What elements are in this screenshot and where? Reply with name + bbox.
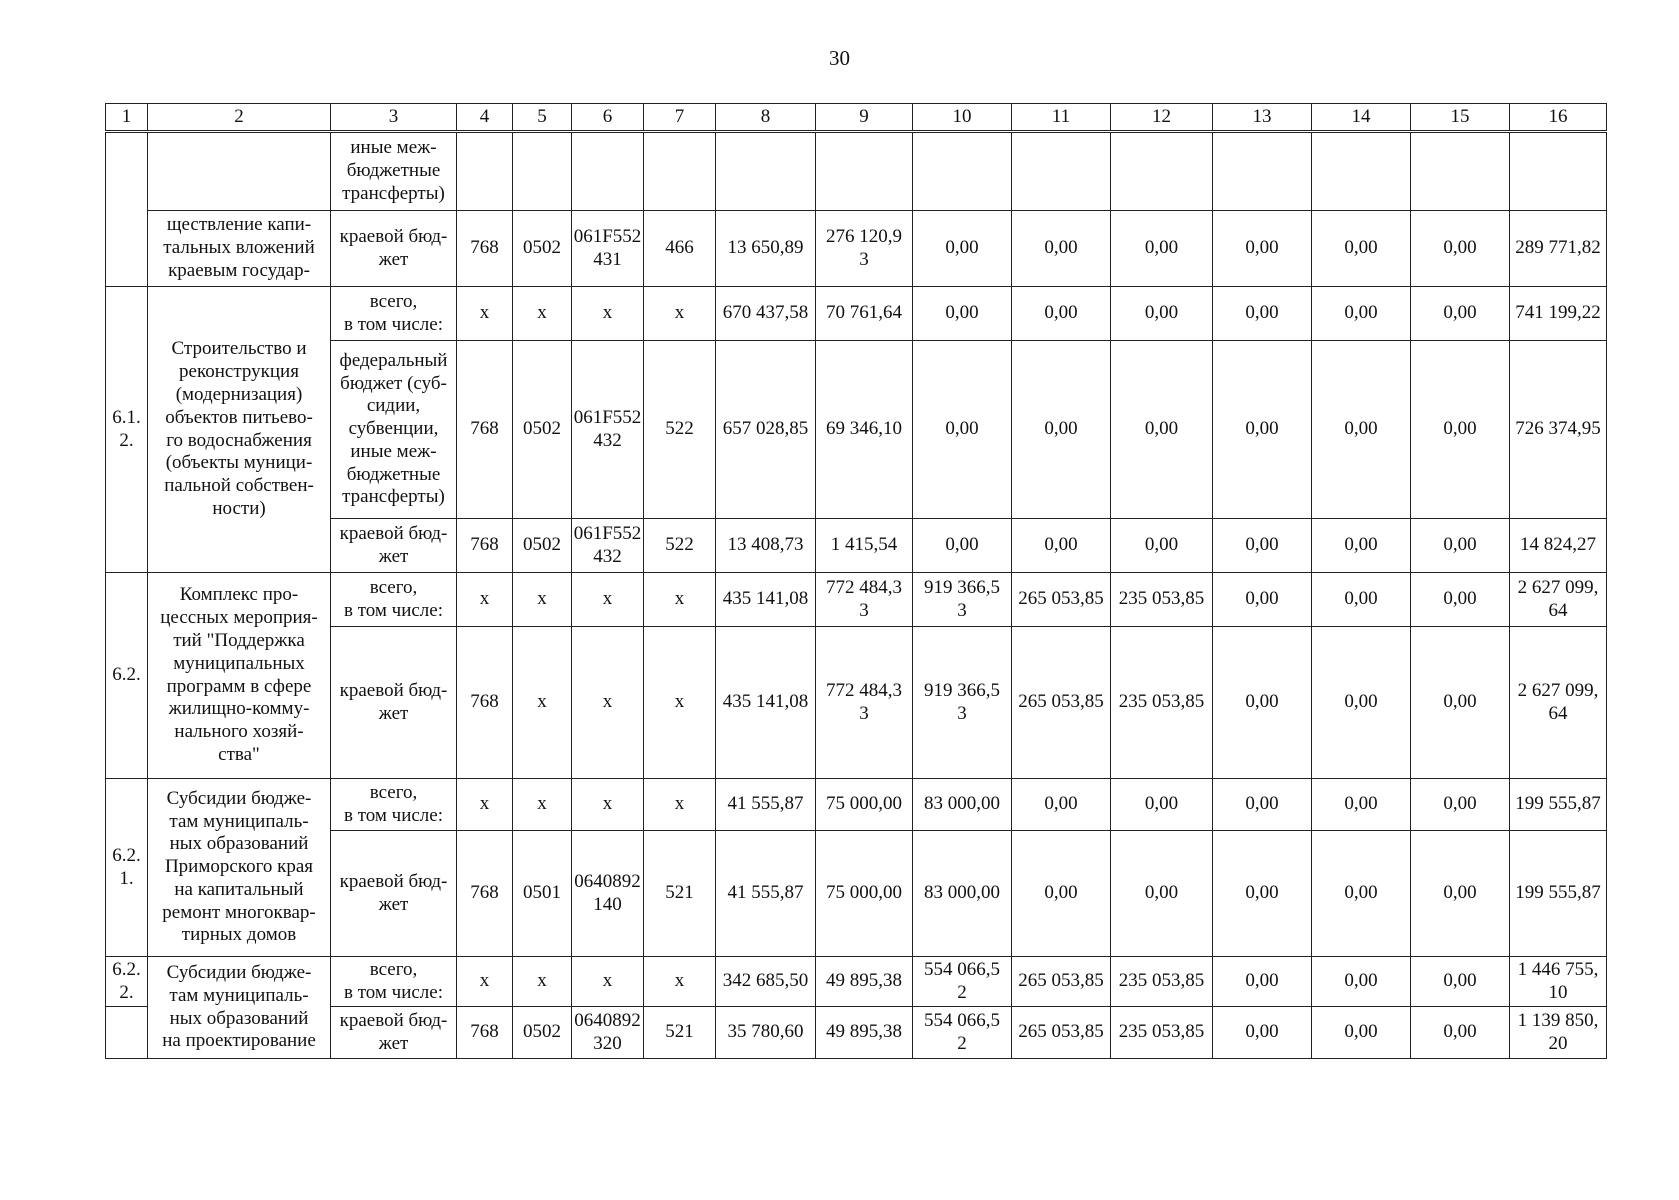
table-row — [106, 287, 1607, 341]
value-cell: x — [572, 957, 644, 1007]
table-row — [106, 573, 1607, 627]
value-cell: 0640892 320 — [572, 1007, 644, 1059]
value-cell: x — [644, 627, 716, 779]
value-cell: x — [513, 573, 572, 627]
value-cell: x — [644, 287, 716, 341]
value-cell: 199 555,87 — [1510, 779, 1607, 831]
budget-source-cell: краевой бюд- жет — [331, 1007, 457, 1059]
table-row — [106, 831, 1607, 957]
row-title-cell: ществление капи- тальных вложений краевым государ- — [148, 211, 331, 287]
budget-source-cell: краевой бюд- жет — [331, 211, 457, 287]
value-cell: 0,00 — [1312, 957, 1411, 1007]
table-row — [106, 132, 1607, 211]
value-cell: 0,00 — [1111, 831, 1213, 957]
value-cell: 0,00 — [1213, 627, 1312, 779]
value-cell: 521 — [644, 1007, 716, 1059]
table-row — [106, 627, 1607, 779]
column-header: 11 — [1012, 104, 1111, 132]
value-cell: 0,00 — [1411, 957, 1510, 1007]
budget-table — [105, 103, 1607, 1059]
value-cell: 0,00 — [1312, 779, 1411, 831]
column-header: 10 — [913, 104, 1012, 132]
budget-source-cell: краевой бюд- жет — [331, 831, 457, 957]
value-cell: 0,00 — [1213, 211, 1312, 287]
value-cell: 83 000,00 — [913, 779, 1012, 831]
value-cell: 235 053,85 — [1111, 957, 1213, 1007]
value-cell: 522 — [644, 341, 716, 519]
value-cell: 199 555,87 — [1510, 831, 1607, 957]
value-cell: 554 066,5 2 — [913, 957, 1012, 1007]
value-cell: 919 366,5 3 — [913, 573, 1012, 627]
column-header: 3 — [331, 104, 457, 132]
budget-source-cell: краевой бюд- жет — [331, 627, 457, 779]
row-title-cell: Субсидии бюдже- там муниципаль- ных образований Приморского края на капитальный ремонт многоквар- тирных домов — [148, 779, 331, 957]
value-cell: 75 000,00 — [816, 779, 913, 831]
value-cell: 768 — [457, 519, 513, 573]
value-cell: 657 028,85 — [716, 341, 816, 519]
value-cell: x — [572, 627, 644, 779]
value-cell: 0,00 — [1213, 1007, 1312, 1059]
value-cell: 0,00 — [1411, 341, 1510, 519]
value-cell: 0,00 — [913, 519, 1012, 573]
value-cell: 2 627 099, 64 — [1510, 627, 1607, 779]
value-cell: 0,00 — [1411, 831, 1510, 957]
value-cell: 1 446 755, 10 — [1510, 957, 1607, 1007]
value-cell: x — [457, 957, 513, 1007]
value-cell: x — [457, 779, 513, 831]
row-number-cell — [106, 1007, 148, 1059]
value-cell: x — [513, 957, 572, 1007]
value-cell: 235 053,85 — [1111, 1007, 1213, 1059]
value-cell: 276 120,9 3 — [816, 211, 913, 287]
value-cell: 0,00 — [1213, 779, 1312, 831]
value-cell: 235 053,85 — [1111, 573, 1213, 627]
column-header: 2 — [148, 104, 331, 132]
value-cell: 0,00 — [1012, 519, 1111, 573]
value-cell: 0,00 — [1411, 1007, 1510, 1059]
value-cell: 342 685,50 — [716, 957, 816, 1007]
value-cell: 0,00 — [1411, 287, 1510, 341]
value-cell: 768 — [457, 831, 513, 957]
value-cell: 235 053,85 — [1111, 627, 1213, 779]
value-cell: 41 555,87 — [716, 779, 816, 831]
value-cell: 061F552 431 — [572, 211, 644, 287]
value-cell: 0,00 — [913, 341, 1012, 519]
value-cell: 0,00 — [1012, 287, 1111, 341]
value-cell: x — [572, 779, 644, 831]
value-cell: 265 053,85 — [1012, 573, 1111, 627]
value-cell: 670 437,58 — [716, 287, 816, 341]
value-cell: 49 895,38 — [816, 1007, 913, 1059]
value-cell: 0,00 — [1111, 779, 1213, 831]
value-cell: 69 346,10 — [816, 341, 913, 519]
value-cell: 289 771,82 — [1510, 211, 1607, 287]
value-cell: 75 000,00 — [816, 831, 913, 957]
value-cell: 0,00 — [1213, 831, 1312, 957]
value-cell: x — [457, 287, 513, 341]
column-header: 6 — [572, 104, 644, 132]
value-cell: 0,00 — [1213, 519, 1312, 573]
value-cell: 13 650,89 — [716, 211, 816, 287]
value-cell: 521 — [644, 831, 716, 957]
row-title-cell: Комплекс про- цессных мероприя- тий "Поддержка муниципальных программ в сфере жилищно-комму- нального хозяй- ства" — [148, 573, 331, 779]
value-cell: 0,00 — [913, 211, 1012, 287]
value-cell: 14 824,27 — [1510, 519, 1607, 573]
column-header: 16 — [1510, 104, 1607, 132]
value-cell: 265 053,85 — [1012, 627, 1111, 779]
table-header-row — [106, 104, 1607, 132]
value-cell: 0,00 — [1012, 831, 1111, 957]
column-header: 14 — [1312, 104, 1411, 132]
page-number: 30 — [829, 46, 850, 70]
row-number-cell: 6.1. 2. — [106, 287, 148, 573]
value-cell: 0,00 — [1411, 779, 1510, 831]
value-cell: 0502 — [513, 341, 572, 519]
value-cell: 0,00 — [1213, 573, 1312, 627]
budget-source-cell: всего, в том числе: — [331, 573, 457, 627]
table-row — [106, 1007, 1607, 1059]
value-cell: 0501 — [513, 831, 572, 957]
value-cell: 768 — [457, 211, 513, 287]
value-cell: 0,00 — [1012, 341, 1111, 519]
value-cell: 13 408,73 — [716, 519, 816, 573]
value-cell: 0502 — [513, 211, 572, 287]
value-cell: 772 484,3 3 — [816, 627, 913, 779]
value-cell: 435 141,08 — [716, 627, 816, 779]
value-cell: 0,00 — [1111, 287, 1213, 341]
value-cell: 0,00 — [1312, 341, 1411, 519]
value-cell: 0,00 — [1312, 831, 1411, 957]
value-cell: 265 053,85 — [1012, 1007, 1111, 1059]
value-cell: 0,00 — [1411, 627, 1510, 779]
value-cell: 70 761,64 — [816, 287, 913, 341]
value-cell: 83 000,00 — [913, 831, 1012, 957]
table-row — [106, 211, 1607, 287]
value-cell: 0640892 140 — [572, 831, 644, 957]
row-number-cell: 6.2. — [106, 573, 148, 779]
value-cell: 0,00 — [1411, 519, 1510, 573]
row-number-cell: 6.2. 2. — [106, 957, 148, 1007]
value-cell: 0,00 — [1213, 287, 1312, 341]
column-header: 13 — [1213, 104, 1312, 132]
column-header: 15 — [1411, 104, 1510, 132]
value-cell: 49 895,38 — [816, 957, 913, 1007]
value-cell: 0502 — [513, 519, 572, 573]
value-cell: 2 627 099, 64 — [1510, 573, 1607, 627]
value-cell: 554 066,5 2 — [913, 1007, 1012, 1059]
row-number-cell — [106, 132, 148, 287]
value-cell: 35 780,60 — [716, 1007, 816, 1059]
value-cell: x — [513, 287, 572, 341]
value-cell: 0,00 — [1012, 779, 1111, 831]
value-cell: x — [457, 573, 513, 627]
row-number-cell: 6.2. 1. — [106, 779, 148, 957]
budget-source-cell: всего, в том числе: — [331, 287, 457, 341]
value-cell: 061F552 432 — [572, 519, 644, 573]
value-cell: 919 366,5 3 — [913, 627, 1012, 779]
value-cell: 1 415,54 — [816, 519, 913, 573]
value-cell: 0,00 — [1312, 287, 1411, 341]
table-row — [106, 779, 1607, 831]
value-cell: x — [572, 573, 644, 627]
row-title-cell — [148, 132, 331, 211]
column-header: 1 — [106, 104, 148, 132]
value-cell: 741 199,22 — [1510, 287, 1607, 341]
budget-source-cell: всего, в том числе: — [331, 957, 457, 1007]
value-cell: x — [644, 779, 716, 831]
value-cell: 768 — [457, 627, 513, 779]
table-row — [106, 957, 1607, 1007]
table-row — [106, 341, 1607, 519]
value-cell: 0,00 — [1312, 211, 1411, 287]
budget-source-cell: иные меж- бюджетные трансферты) — [331, 132, 457, 211]
value-cell: 768 — [457, 341, 513, 519]
value-cell: x — [644, 957, 716, 1007]
value-cell: 1 139 850, 20 — [1510, 1007, 1607, 1059]
value-cell: 466 — [644, 211, 716, 287]
value-cell: x — [513, 779, 572, 831]
value-cell: 0,00 — [1312, 627, 1411, 779]
value-cell: 0,00 — [1012, 211, 1111, 287]
value-cell: 0,00 — [1213, 341, 1312, 519]
value-cell: 41 555,87 — [716, 831, 816, 957]
budget-source-cell: краевой бюд- жет — [331, 519, 457, 573]
value-cell: 772 484,3 3 — [816, 573, 913, 627]
value-cell: 522 — [644, 519, 716, 573]
column-header: 12 — [1111, 104, 1213, 132]
column-header: 8 — [716, 104, 816, 132]
value-cell: 0,00 — [1111, 341, 1213, 519]
value-cell: 0,00 — [1411, 211, 1510, 287]
value-cell: x — [513, 627, 572, 779]
value-cell: 0,00 — [1213, 957, 1312, 1007]
value-cell: 0,00 — [913, 287, 1012, 341]
row-title-cell: Субсидии бюдже- там муниципаль- ных образований на проектирование — [148, 957, 331, 1059]
budget-source-cell: федеральный бюджет (суб- сидии, субвенции, иные меж- бюджетные трансферты) — [331, 341, 457, 519]
value-cell: 061F552 432 — [572, 341, 644, 519]
value-cell: 435 141,08 — [716, 573, 816, 627]
value-cell: 0,00 — [1312, 519, 1411, 573]
value-cell: 265 053,85 — [1012, 957, 1111, 1007]
value-cell: 0,00 — [1411, 573, 1510, 627]
column-header: 5 — [513, 104, 572, 132]
value-cell: 0,00 — [1312, 1007, 1411, 1059]
value-cell: 0,00 — [1312, 573, 1411, 627]
value-cell: x — [572, 287, 644, 341]
column-header: 7 — [644, 104, 716, 132]
value-cell: 0,00 — [1111, 519, 1213, 573]
value-cell: x — [644, 573, 716, 627]
value-cell: 726 374,95 — [1510, 341, 1607, 519]
column-header: 4 — [457, 104, 513, 132]
table-row — [106, 519, 1607, 573]
column-header: 9 — [816, 104, 913, 132]
value-cell: 768 — [457, 1007, 513, 1059]
budget-source-cell: всего, в том числе: — [331, 779, 457, 831]
value-cell: 0502 — [513, 1007, 572, 1059]
row-title-cell: Строительство и реконструкция (модернизация) объектов питьево- го водоснабжения (объекты муници- пальной собствен- ности) — [148, 287, 331, 573]
value-cell: 0,00 — [1111, 211, 1213, 287]
